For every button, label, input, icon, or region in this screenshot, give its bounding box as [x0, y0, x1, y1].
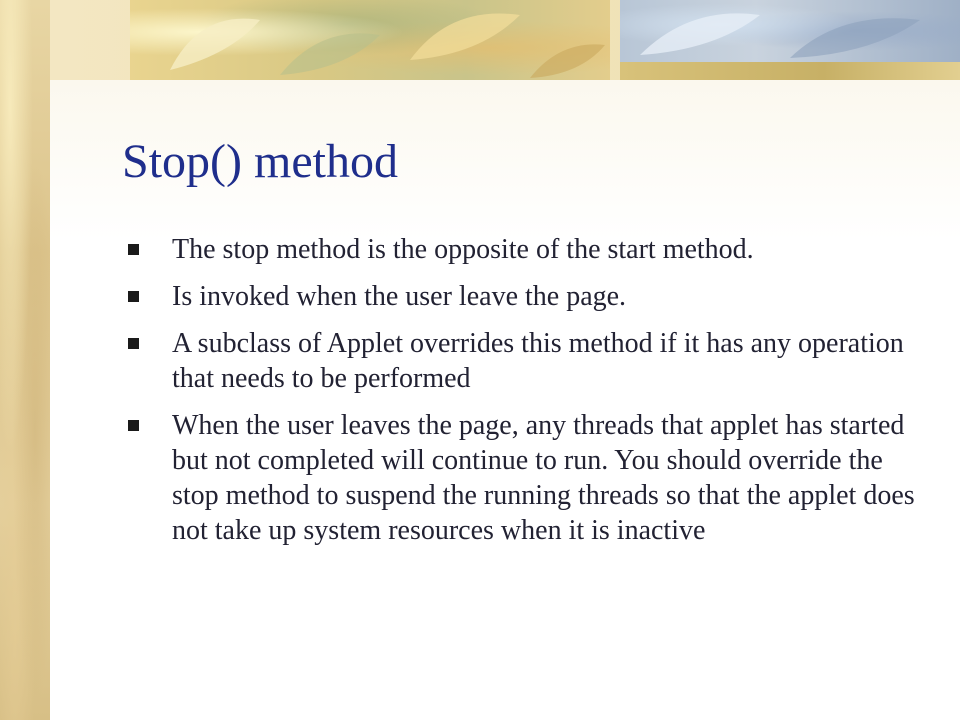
slide-title: Stop() method [122, 135, 398, 188]
bullet-item [128, 232, 928, 267]
square-bullet-icon [128, 420, 139, 431]
leaf-pattern-warm [130, 0, 610, 80]
bullet-item [128, 326, 928, 396]
square-bullet-icon [128, 338, 139, 349]
parchment-texture-strip [0, 0, 50, 720]
square-bullet-icon [128, 244, 139, 255]
bullet-text: A subclass of Applet overrides this method if it has any operation that needs to be performed [172, 328, 904, 394]
leaf-icon [130, 0, 610, 80]
bullet-item [128, 279, 928, 314]
bullet-text: The stop method is the opposite of the start method. [172, 234, 754, 265]
square-bullet-icon [128, 291, 139, 302]
bullet-list [128, 232, 928, 560]
bullet-text: When the user leaves the page, any threads that applet has started but not completed will continue to run. You should override the stop method to suspend the running threads so that the applet does not take up system resources when it is inactive [172, 410, 915, 546]
decorative-banner [50, 0, 960, 80]
bullet-item [128, 408, 928, 548]
leaf-icon [620, 0, 960, 62]
leaf-pattern-gold [620, 62, 960, 80]
bullet-text: Is invoked when the user leave the page. [172, 281, 627, 312]
leaf-pattern-cool [620, 0, 960, 62]
